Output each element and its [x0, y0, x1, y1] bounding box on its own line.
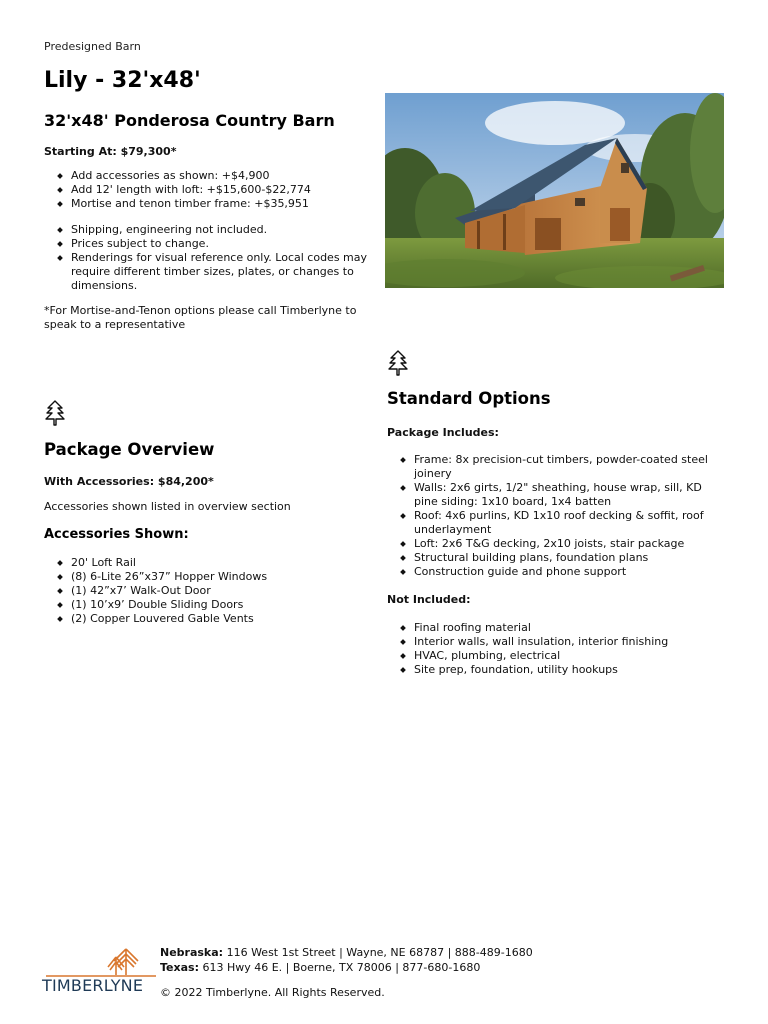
- list-item: Shipping, engineering not included.: [44, 223, 374, 237]
- accessories-note: Accessories shown listed in overview section: [44, 500, 291, 513]
- with-accessories-price: With Accessories: $84,200*: [44, 475, 214, 488]
- texas-label: Texas:: [160, 961, 199, 974]
- barn-rendering-image: [385, 93, 724, 288]
- copyright: © 2022 Timberlyne. All Rights Reserved.: [160, 986, 385, 999]
- not-included-list: [387, 621, 717, 677]
- standard-options-heading: Standard Options: [387, 389, 551, 408]
- list-item: Interior walls, wall insulation, interior finishing: [387, 635, 717, 649]
- mortise-note: *For Mortise-and-Tenon options please call Timberlyne to speak to a representative: [44, 304, 357, 331]
- list-item: Add accessories as shown: +$4,900: [44, 169, 374, 183]
- list-item: Prices subject to change.: [44, 237, 374, 251]
- not-included-label: Not Included:: [387, 593, 471, 606]
- starting-price: Starting At: $79,300*: [44, 145, 177, 158]
- list-item: HVAC, plumbing, electrical: [387, 649, 717, 663]
- page-title: Lily - 32'x48': [44, 68, 201, 93]
- list-item: Structural building plans, foundation plans: [387, 551, 717, 565]
- pine-tree-icon: [387, 350, 409, 380]
- accessories-heading: Accessories Shown:: [44, 527, 189, 542]
- list-item: Walls: 2x6 girts, 1/2" sheathing, house wrap, sill, KD pine siding: 1x10 board, 1x4 batten: [387, 481, 717, 509]
- texas-address: 613 Hwy 46 E. | Boerne, TX 78006 | 877-680-1680: [198, 961, 481, 974]
- list-item: Renderings for visual reference only. Local codes may require different timber sizes, plates, or changes to dimensions.: [44, 251, 374, 293]
- list-item: Loft: 2x6 T&G decking, 2x10 joists, stair package: [387, 537, 717, 551]
- nebraska-label: Nebraska:: [160, 946, 224, 959]
- list-item: Site prep, foundation, utility hookups: [387, 663, 717, 677]
- package-includes-list: [387, 453, 717, 579]
- addons-list: [44, 169, 374, 211]
- list-item: Final roofing material: [387, 621, 717, 635]
- pine-tree-icon: [44, 400, 66, 430]
- nebraska-address: 116 West 1st Street | Wayne, NE 68787 | 888-489-1680: [223, 946, 533, 959]
- list-item: (1) 10’x9’ Double Sliding Doors: [44, 598, 364, 612]
- package-includes-label: Package Includes:: [387, 426, 499, 439]
- list-item: (1) 42”x7’ Walk-Out Door: [44, 584, 364, 598]
- timberlyne-logo: [42, 945, 160, 999]
- list-item: (8) 6-Lite 26”x37” Hopper Windows: [44, 570, 364, 584]
- list-item: (2) Copper Louvered Gable Vents: [44, 612, 364, 626]
- list-item: Add 12' length with loft: +$15,600-$22,774: [44, 183, 374, 197]
- footer-address-nebraska: [160, 945, 720, 960]
- package-overview-heading: Package Overview: [44, 440, 215, 459]
- logo-trees-icon: [42, 945, 160, 979]
- list-item: Frame: 8x precision-cut timbers, powder-coated steel joinery: [387, 453, 717, 481]
- list-item: Construction guide and phone support: [387, 565, 717, 579]
- logo-wordmark: TIMBERLYNE: [42, 976, 144, 995]
- list-item: 20' Loft Rail: [44, 556, 364, 570]
- accessories-list: [44, 556, 364, 626]
- list-item: Mortise and tenon timber frame: +$35,951: [44, 197, 374, 211]
- list-item: Roof: 4x6 purlins, KD 1x10 roof decking & soffit, roof underlayment: [387, 509, 717, 537]
- eyebrow-label: Predesigned Barn: [44, 40, 141, 53]
- product-subtitle: 32'x48' Ponderosa Country Barn: [44, 111, 335, 130]
- footer-address-texas: [160, 960, 720, 975]
- notes-list: [44, 223, 374, 293]
